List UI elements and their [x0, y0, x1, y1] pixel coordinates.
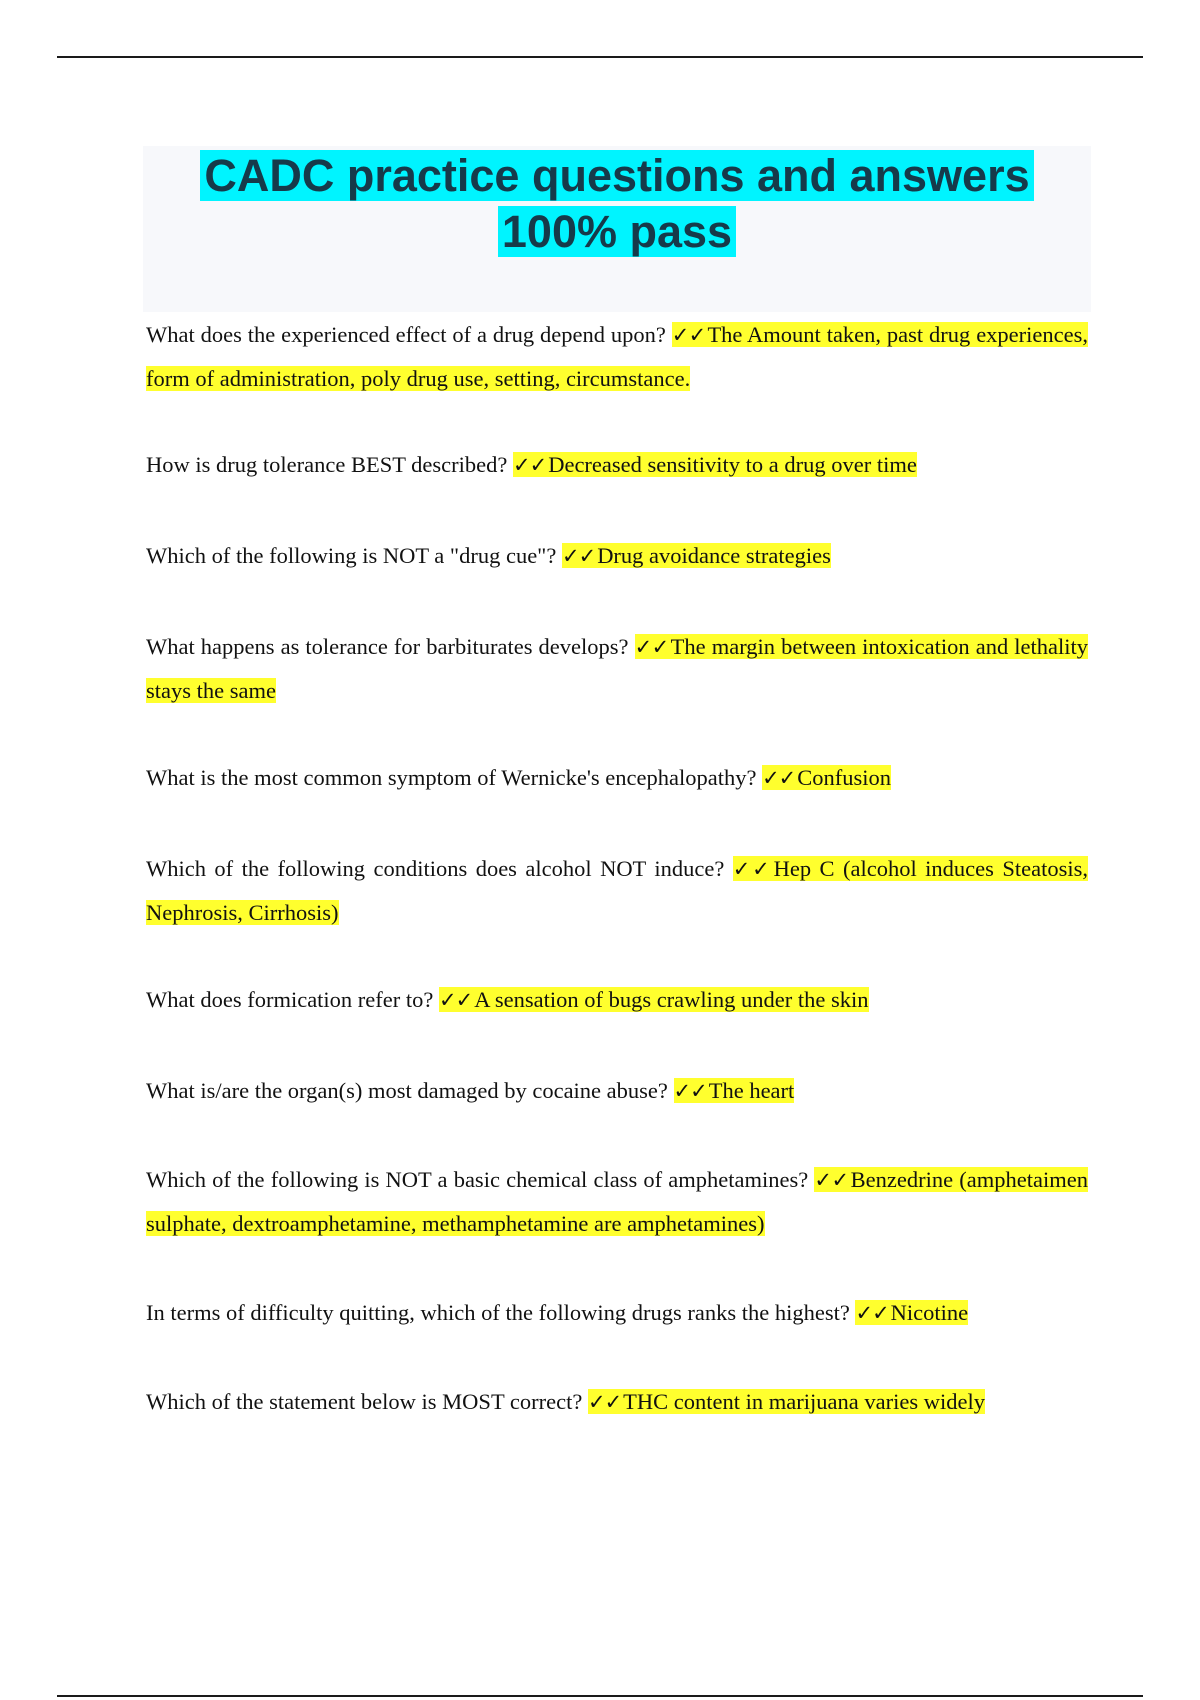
qa-item: [146, 978, 1088, 1022]
document-title-text: CADC practice questions and answers 100% pass: [200, 150, 1033, 257]
answer-text: Confusion: [797, 765, 892, 790]
double-check-icon: ✓✓: [561, 544, 596, 568]
title-block: [143, 146, 1091, 312]
answer-text: THC content in marijuana varies widely: [623, 1389, 985, 1414]
double-check-icon: ✓✓: [673, 1079, 707, 1103]
question-text: What is the most common symptom of Wernicke's encephalopathy?: [146, 765, 757, 790]
answer-highlight: [562, 543, 831, 568]
answer-highlight: [513, 452, 917, 477]
double-check-icon: ✓✓: [732, 857, 772, 881]
qa-item: [146, 1158, 1088, 1246]
double-check-icon: ✓✓: [671, 323, 706, 347]
double-check-icon: ✓✓: [587, 1390, 622, 1414]
double-check-icon: ✓✓: [855, 1301, 889, 1325]
qa-item: [146, 1291, 1088, 1335]
footer-rule: [57, 1695, 1143, 1697]
answer-text: Decreased sensitivity to a drug over time: [548, 452, 917, 477]
double-check-icon: ✓✓: [513, 453, 547, 477]
qa-item: [146, 847, 1088, 935]
question-text: Which of the following conditions does alcohol NOT induce?: [146, 856, 725, 881]
answer-text: Benzedrine (amphetaimen sulphate, dextroamphetamine, methamphetamine are amphetamines): [146, 1167, 1088, 1236]
answer-text: A sensation of bugs crawling under the skin: [474, 987, 869, 1012]
answer-highlight: [855, 1300, 968, 1325]
question-text: Which of the following is NOT a "drug cue"?: [146, 543, 557, 568]
answer-highlight: [674, 1078, 795, 1103]
qa-item: [146, 756, 1088, 800]
answer-text: Nicotine: [890, 1300, 969, 1325]
answer-text: The Amount taken, past drug experiences, form of administration, poly drug use, setting, circumstance.: [146, 322, 1088, 391]
question-text: What is/are the organ(s) most damaged by cocaine abuse?: [146, 1078, 668, 1103]
answer-text: The heart: [708, 1078, 795, 1103]
double-check-icon: ✓✓: [439, 988, 473, 1012]
question-text: How is drug tolerance BEST described?: [146, 452, 508, 477]
answer-text: Drug avoidance strategies: [597, 543, 831, 568]
document-title: [143, 148, 1091, 260]
answer-text: Hep C (alcohol induces Steatosis, Nephrosis, Cirrhosis): [146, 856, 1088, 925]
question-text: What happens as tolerance for barbiturates develops?: [146, 634, 629, 659]
double-check-icon: ✓✓: [814, 1168, 849, 1192]
question-text: In terms of difficulty quitting, which of the following drugs ranks the highest?: [146, 1300, 850, 1325]
answer-text: The margin between intoxication and lethality stays the same: [146, 634, 1089, 703]
qa-item: [146, 1069, 1088, 1113]
answer-highlight: [439, 987, 869, 1012]
qa-item: [146, 625, 1088, 713]
qa-item: [146, 1380, 1088, 1424]
qa-item: [146, 313, 1088, 401]
question-text: What does formication refer to?: [146, 987, 434, 1012]
qa-item: [146, 534, 1088, 578]
qa-list: [146, 313, 1088, 1424]
double-check-icon: ✓✓: [762, 766, 796, 790]
double-check-icon: ✓✓: [634, 635, 669, 659]
question-text: Which of the following is NOT a basic chemical class of amphetamines?: [146, 1167, 809, 1192]
header-rule: [57, 56, 1143, 58]
qa-item: [146, 443, 1088, 487]
answer-highlight: [762, 765, 891, 790]
question-text: Which of the statement below is MOST correct?: [146, 1389, 583, 1414]
question-text: What does the experienced effect of a drug depend upon?: [146, 322, 666, 347]
answer-highlight: [588, 1389, 985, 1414]
